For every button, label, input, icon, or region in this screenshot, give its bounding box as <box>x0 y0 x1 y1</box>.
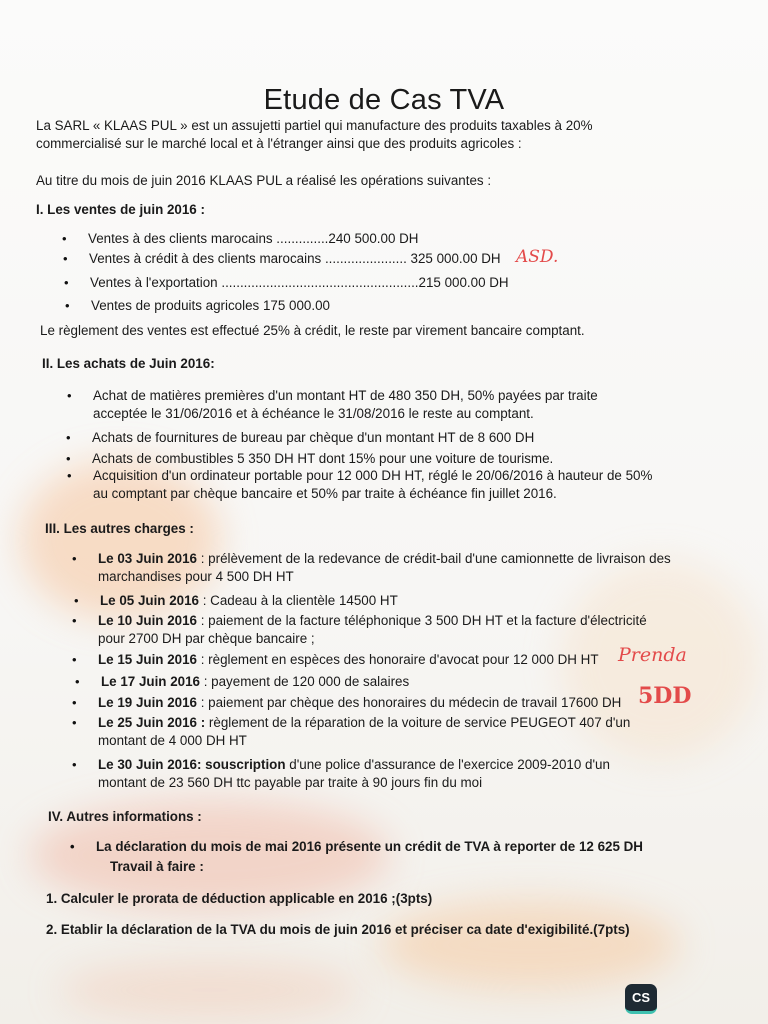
handwritten-annotation: Prenda <box>618 644 687 666</box>
period-paragraph: Au titre du mois de juin 2016 KLAAS PUL a réalisé les opérations suivantes : <box>36 173 492 188</box>
charge-text: : paiement de la facture téléphonique 3 500 DH HT et la facture d'électricité pour 2700 DH par chèque bancaire ; <box>98 613 647 646</box>
purchase-item: • Achat de matières premières d'un montant HT de 480 350 DH, 50% payées par traite acceptée le 31/06/2016 et à échéance le 31/08/2016 le reste au comptant. <box>93 387 613 423</box>
page-title: Etude de Cas TVA <box>263 84 505 116</box>
charge-text: : règlement en espèces des honoraire d'avocat pour 12 000 DH HT <box>197 652 599 667</box>
charge-item <box>98 651 599 669</box>
sales-item: • Ventes de produits agricoles 175 000.00 <box>91 297 330 315</box>
charge-item <box>98 714 658 750</box>
intro-paragraph: La SARL « KLAAS PUL » est un assujetti partiel qui manufacture des produits taxables à 20% commercialisé sur le marché local et à l'étranger ainsi que des produits agricoles : <box>36 118 593 151</box>
charge-date: Le 10 Juin 2016 <box>98 613 197 628</box>
charge-date: Le 03 Juin 2016 <box>98 551 197 566</box>
sales-item: • Ventes à crédit à des clients marocains ...................... 325 000.00 DH <box>89 250 501 268</box>
handwritten-annotation: ASD. <box>516 247 559 267</box>
handwritten-annotation: 5DD <box>638 683 692 709</box>
todo-title: Travail à faire : <box>110 859 204 874</box>
charge-item <box>98 550 673 586</box>
sales-item: • Ventes à des clients marocains ..............240 500.00 DH <box>88 230 418 248</box>
charge-date: Le 19 Juin 2016 <box>98 695 197 710</box>
task-2: 2. Etablir la déclaration de la TVA du mois de juin 2016 et préciser ca date d'exigibilité.(7pts) <box>46 922 630 937</box>
charge-date: Le 17 Juin 2016 <box>101 674 200 689</box>
charge-text: d'une police d'assurance de l'exercice 2009-2010 d'un montant de 23 560 DH ttc payable par traite à 90 jours fin du moi <box>98 757 610 790</box>
sales-heading: I. Les ventes de juin 2016 : <box>36 202 205 217</box>
charge-item <box>98 694 621 712</box>
purchase-item: • Acquisition d'un ordinateur portable pour 12 000 DH HT, réglé le 20/06/2016 à hauteur de 50% au comptant par chèque bancaire et 50% par traite à échéance fin juillet 2016. <box>93 467 658 503</box>
charge-item <box>100 592 398 610</box>
charge-item <box>98 612 673 648</box>
charge-text: : Cadeau à la clientèle 14500 HT <box>199 593 398 608</box>
settlement-paragraph: Le règlement des ventes est effectué 25% à crédit, le reste par virement bancaire comptant. <box>40 323 585 338</box>
charge-text: : prélèvement de la redevance de crédit-bail d'une camionnette de livraison des marchandises pour 4 500 DH HT <box>98 551 671 584</box>
charges-heading: III. Les autres charges : <box>45 521 194 536</box>
charge-item <box>98 756 653 792</box>
charge-date: Le 30 Juin 2016: souscription <box>98 757 286 772</box>
purchases-heading: II. Les achats de Juin 2016: <box>42 356 215 371</box>
task-1: 1. Calculer le prorata de déduction applicable en 2016 ;(3pts) <box>46 891 433 906</box>
sales-item: • Ventes à l'exportation .....................................................215 000.00 DH <box>90 274 509 292</box>
charge-text: : paiement par chèque des honoraires du médecin de travail 17600 DH <box>197 695 622 710</box>
purchase-item: • Achats de combustibles 5 350 DH HT dont 15% pour une voiture de tourisme. <box>92 450 553 468</box>
charge-date: Le 05 Juin 2016 <box>100 593 199 608</box>
charge-text: règlement de la réparation de la voiture de service PEUGEOT 407 d'un montant de 4 000 DH HT <box>98 715 631 748</box>
charge-item <box>101 673 409 691</box>
info-heading: IV. Autres informations : <box>48 809 202 824</box>
camscanner-logo-icon: CS <box>625 984 657 1014</box>
charge-date: Le 25 Juin 2016 : <box>98 715 206 730</box>
charge-date: Le 15 Juin 2016 <box>98 652 197 667</box>
charge-text: : payement de 120 000 de salaires <box>200 674 410 689</box>
info-item: • La déclaration du mois de mai 2016 présente un crédit de TVA à reporter de 12 625 DH <box>96 838 643 856</box>
purchase-item: • Achats de fournitures de bureau par chèque d'un montant HT de 8 600 DH <box>92 429 534 447</box>
